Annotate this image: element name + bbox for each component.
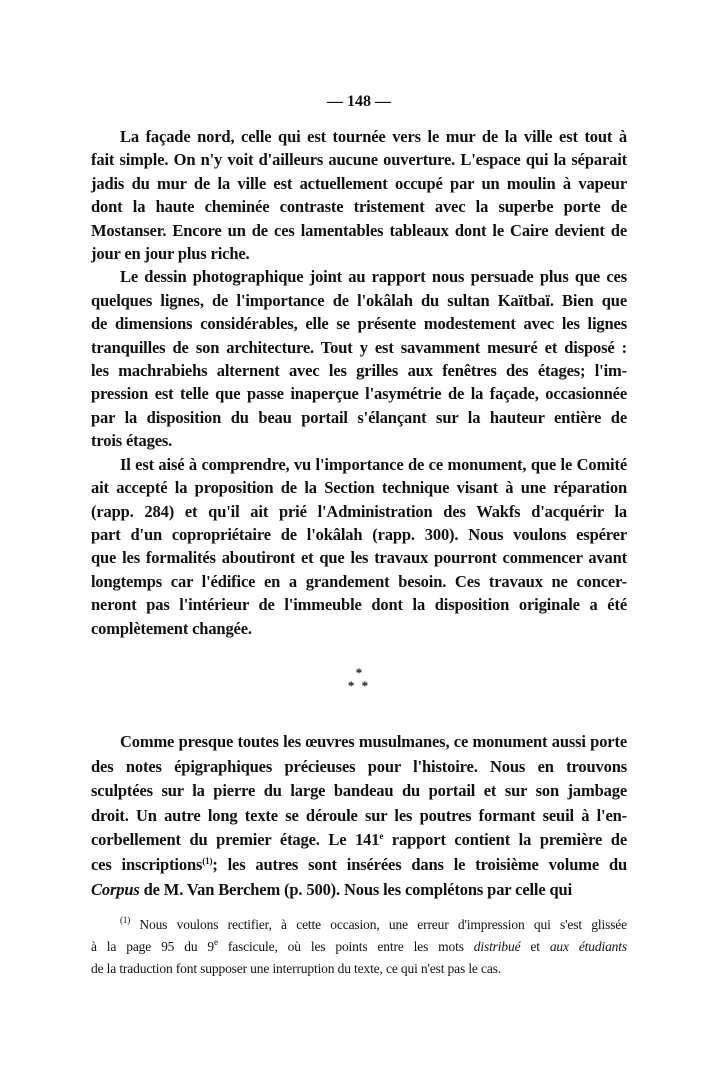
text-segment: dont la haute cheminée contraste tristement avec la superbe porte de bbox=[91, 197, 627, 217]
text-line bbox=[91, 523, 627, 546]
text-line bbox=[91, 593, 627, 616]
text-segment: neront pas l'intérieur de l'immeuble dont la disposition originale a été bbox=[91, 595, 627, 615]
text-segment: les machrabiehs alternent avec les grilles aux fenêtres des étages; l'im- bbox=[91, 361, 627, 381]
footnote bbox=[91, 914, 627, 980]
text-line bbox=[91, 242, 627, 265]
text-line bbox=[91, 755, 627, 780]
text-segment: corbellement du premier étage. Le 141 bbox=[91, 830, 380, 850]
text-segment: sculptées sur la pierre du large bandeau du portail et sur son jambage bbox=[91, 781, 627, 801]
text-segment: de dimensions considérables, elle se présente modestement avec les lignes bbox=[91, 314, 627, 334]
superscript: (1) bbox=[202, 855, 213, 866]
text-segment: jour en jour plus riche. bbox=[91, 244, 250, 264]
text-segment: ; les autres sont insérées dans le troisième volume du bbox=[212, 854, 627, 874]
text-segment: par la disposition du beau portail s'élançant sur la hauteur entière de bbox=[91, 407, 627, 427]
text-segment: et bbox=[520, 939, 550, 955]
text-segment: fascicule, où les points entre les mots bbox=[217, 939, 474, 955]
text-line bbox=[91, 289, 627, 312]
text-line bbox=[91, 878, 627, 903]
section-separator bbox=[91, 666, 627, 692]
separator-asterisk-top: * bbox=[355, 664, 363, 680]
text-segment: fait simple. On n'y voit d'ailleurs aucune ouverture. L'espace qui la séparait bbox=[91, 150, 627, 170]
text-segment: tranquilles de son architecture. Tout y est savamment mesuré et disposé : bbox=[91, 337, 627, 357]
text-line bbox=[91, 853, 627, 878]
text-line bbox=[91, 779, 627, 804]
text-line bbox=[91, 336, 627, 359]
paragraph-1 bbox=[91, 125, 627, 265]
text-line bbox=[91, 570, 627, 593]
text-segment: ces inscriptions bbox=[91, 854, 203, 874]
text-segment: Le dessin photographique joint au rapport nous persuade plus que ces bbox=[120, 267, 627, 287]
text-line bbox=[91, 546, 627, 569]
text-segment: de M. Van Berchem (p. 500). Nous les complétons par celle qui bbox=[139, 879, 573, 899]
text-line bbox=[91, 500, 627, 523]
text-line bbox=[91, 125, 627, 148]
text-segment: Il est aisé à comprendre, vu l'importance de ce monument, que le Comité bbox=[120, 454, 627, 474]
text-line bbox=[91, 312, 627, 335]
paragraph-2 bbox=[91, 265, 627, 452]
text-segment: complètement changée. bbox=[91, 618, 252, 638]
text-segment: Mostanser. Encore un de ces lamentables tableaux dont le Caire devient de bbox=[91, 220, 627, 240]
superscript: (1) bbox=[120, 915, 131, 926]
text-segment: Nous voulons rectifier, à cette occasion, une erreur d'impression qui s'est glissée bbox=[130, 917, 627, 933]
text-segment: des notes épigraphiques précieuses pour l'histoire. Nous en trouvons bbox=[91, 756, 627, 776]
paragraph-3 bbox=[91, 453, 627, 640]
text-segment: de la traduction font supposer une interruption du texte, ce qui n'est pas le cas. bbox=[91, 961, 502, 977]
text-segment: part d'un copropriétaire de l'okâlah (rapp. 300). Nous voulons espérer bbox=[91, 524, 627, 544]
superscript: e bbox=[379, 831, 384, 842]
text-line bbox=[91, 382, 627, 405]
text-segment: La façade nord, celle qui est tournée vers le mur de la ville est tout à bbox=[120, 127, 627, 146]
separator-asterisks-bottom: * * bbox=[347, 677, 371, 693]
text-line bbox=[91, 617, 627, 640]
text-line bbox=[91, 219, 627, 242]
text-line bbox=[91, 476, 627, 499]
text-line bbox=[91, 265, 627, 288]
text-segment: Comme presque toutes les œuvres musulmanes, ce monument aussi porte bbox=[120, 731, 627, 751]
text-segment: à la page 95 du 9 bbox=[91, 939, 215, 955]
text-line bbox=[91, 453, 627, 476]
text-segment: trois étages. bbox=[91, 431, 173, 451]
italic-text: Corpus bbox=[91, 879, 140, 899]
text-line bbox=[91, 936, 627, 958]
italic-text: aux étudiants bbox=[549, 939, 627, 955]
superscript: e bbox=[214, 937, 218, 948]
text-line bbox=[91, 730, 627, 755]
text-line bbox=[91, 406, 627, 429]
text-segment: (rapp. 284) et qu'il ait prié l'Administration des Wakfs d'acquérir la bbox=[91, 501, 627, 521]
text-segment: longtemps car l'édifice en a grandement besoin. Ces travaux ne concer- bbox=[91, 571, 627, 591]
paragraph-4 bbox=[91, 730, 627, 902]
page-number: — 148 — bbox=[327, 93, 391, 110]
italic-text: distribué bbox=[473, 939, 521, 955]
text-line bbox=[91, 914, 627, 936]
text-segment: rapport contient la première de bbox=[383, 830, 627, 850]
text-segment: ait accepté la proposition de la Section technique visant à une réparation bbox=[91, 478, 627, 498]
text-segment: droit. Un autre long texte se déroule sur les poutres formant seuil à l'en- bbox=[91, 805, 627, 825]
text-segment: pression est telle que passe inaperçue l'asymétrie de la façade, occasionnée bbox=[91, 384, 627, 404]
text-segment: jadis du mur de la ville est actuellement occupé par un moulin à vapeur bbox=[91, 173, 627, 193]
text-line bbox=[91, 804, 627, 829]
text-line bbox=[91, 359, 627, 382]
text-line bbox=[91, 195, 627, 218]
text-segment: quelques lignes, de l'importance de l'okâlah du sultan Kaïtbaï. Bien que bbox=[91, 290, 627, 310]
text-line bbox=[91, 148, 627, 171]
text-line bbox=[91, 958, 627, 980]
text-line bbox=[91, 828, 627, 853]
text-line bbox=[91, 429, 627, 452]
text-segment: que les formalités aboutiront et que les travaux pourront commencer avant bbox=[91, 548, 627, 568]
text-line bbox=[91, 172, 627, 195]
